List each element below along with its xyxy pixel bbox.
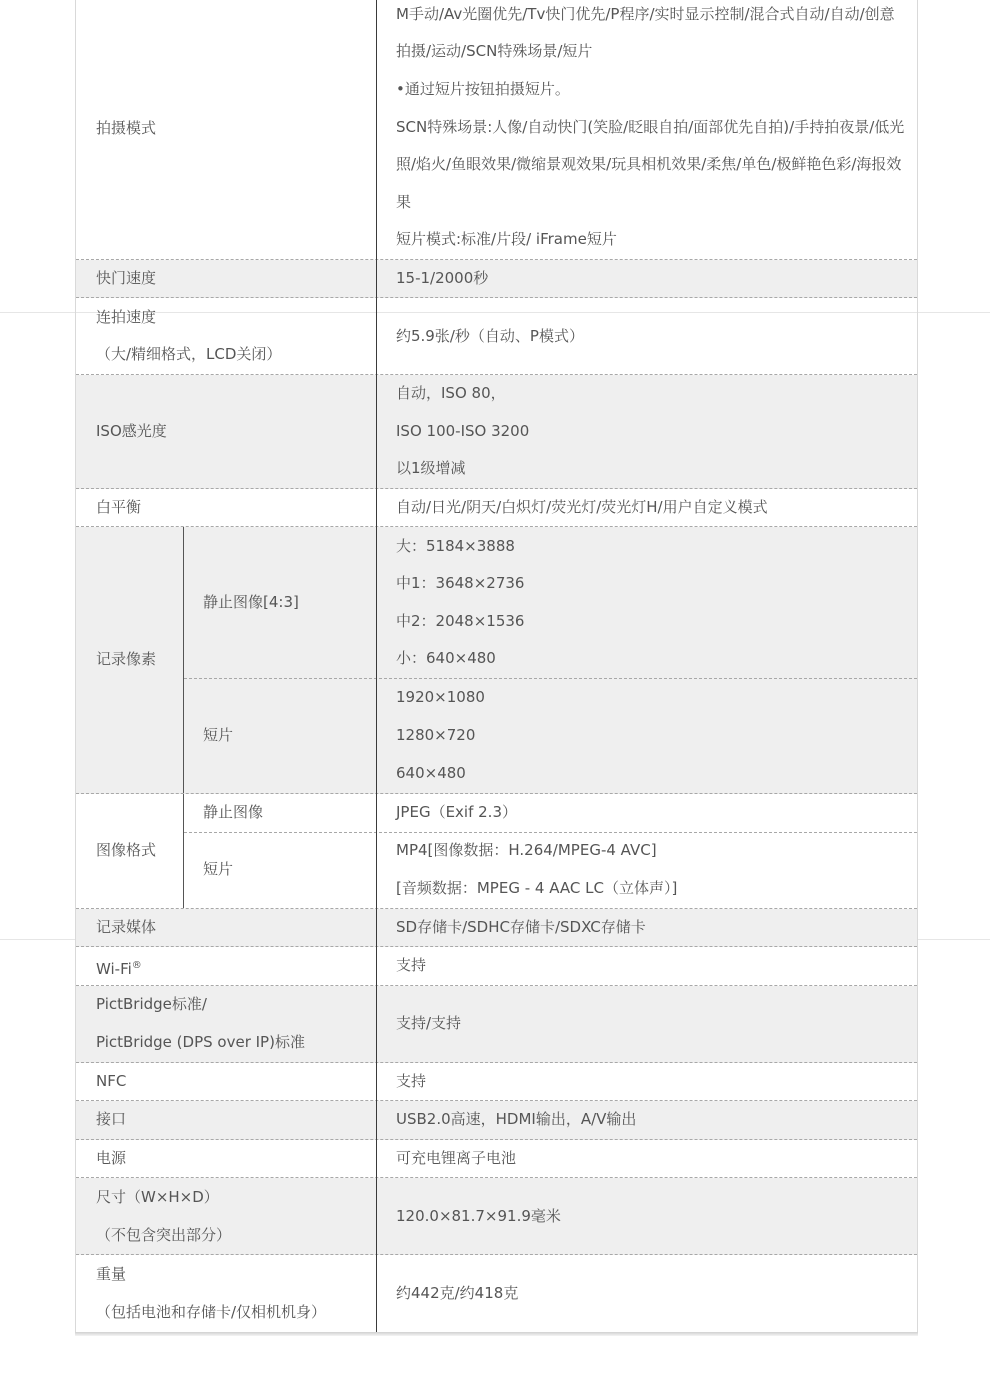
spec-table	[75, 0, 918, 1332]
row-value: 自动，ISO 80，	[396, 384, 506, 402]
row-label: （大/精细格式，LCD关闭）	[96, 345, 282, 363]
row-value: 1280×720	[396, 726, 476, 744]
row-label: 记录媒体	[96, 918, 157, 936]
row-value: 可充电锂离子电池	[396, 1149, 517, 1167]
row-label: Wi-Fi®	[96, 960, 142, 978]
row-value: 大：5184×3888	[396, 537, 515, 555]
sub-row-label: 短片	[203, 726, 234, 744]
row-value: 以1级增减	[396, 459, 466, 477]
table-row	[76, 489, 917, 527]
row-value: 1920×1080	[396, 688, 485, 706]
row-label: （不包含突出部分）	[96, 1226, 232, 1244]
table-row	[76, 298, 917, 375]
row-value: M手动/Av光圈优先/Tv快门优先/P程序/实时显示控制/混合式自动/自动/创意	[396, 5, 895, 23]
row-value: [音频数据：MPEG - 4 AAC LC（立体声）]	[396, 879, 678, 897]
row-value: 中2：2048×1536	[396, 612, 525, 630]
row-label: 接口	[96, 1110, 127, 1128]
table-row	[76, 375, 917, 489]
row-value: 15-1/2000秒	[396, 269, 489, 287]
row-label: 尺寸（W×H×D）	[96, 1188, 219, 1206]
row-value: 拍摄/运动/SCN特殊场景/短片	[396, 42, 593, 60]
row-value: 约5.9张/秒（自动、P模式）	[396, 327, 584, 345]
row-label: 图像格式	[96, 841, 157, 859]
table-row	[76, 0, 917, 260]
row-value: 照/焰火/鱼眼效果/微缩景观效果/玩具相机效果/柔焦/单色/极鲜艳色彩/海报效	[396, 155, 902, 173]
row-value: JPEG（Exif 2.3）	[396, 803, 517, 821]
sub-row-label: 静止图像[4:3]	[203, 593, 299, 611]
table-row	[76, 1101, 917, 1140]
row-label: 重量	[96, 1265, 127, 1283]
table-row	[76, 1063, 917, 1101]
column-divider	[376, 0, 377, 1332]
row-value: SCN特殊场景:人像/自动快门(笑脸/眨眼自拍/面部优先自拍)/手持拍夜景/低光	[396, 118, 905, 136]
registered-mark: ®	[131, 960, 142, 971]
row-value: 120.0×81.7×91.9毫米	[396, 1207, 561, 1225]
row-label: 记录像素	[96, 650, 157, 668]
row-label: （包括电池和存储卡/仅相机机身）	[96, 1303, 327, 1321]
row-value: ISO 100-ISO 3200	[396, 422, 530, 440]
table-row	[76, 527, 917, 794]
table-row	[76, 260, 917, 298]
column-divider	[183, 527, 184, 793]
sub-row-label: 静止图像	[203, 803, 264, 821]
row-value: SD存储卡/SDHC存储卡/SDXC存储卡	[396, 918, 646, 936]
row-value: 短片模式:标准/片段/ iFrame短片	[396, 230, 617, 248]
row-label: 连拍速度	[96, 308, 157, 326]
table-row	[76, 1255, 917, 1332]
sub-row-label: 短片	[203, 860, 234, 878]
row-value: 小：640×480	[396, 649, 496, 667]
sub-row-divider	[184, 678, 917, 679]
row-label: 拍摄模式	[96, 119, 157, 137]
row-value: 支持	[396, 956, 427, 974]
row-label: PictBridge标准/	[96, 995, 207, 1013]
row-value: 自动/日光/阴天/白炽灯/荧光灯/荧光灯H/用户自定义模式	[396, 498, 768, 516]
row-value: •通过短片按钮拍摄短片。	[396, 80, 570, 98]
row-value: 支持	[396, 1072, 427, 1090]
table-row	[76, 909, 917, 947]
row-label: 快门速度	[96, 269, 157, 287]
table-row	[76, 1178, 917, 1255]
column-divider	[183, 794, 184, 908]
row-value: 支持/支持	[396, 1014, 462, 1032]
row-value: 640×480	[396, 764, 466, 782]
table-row	[76, 947, 917, 986]
row-value: 果	[396, 193, 412, 211]
row-value: 约442克/约418克	[396, 1284, 519, 1302]
row-label: NFC	[96, 1072, 127, 1090]
row-label: 白平衡	[96, 498, 142, 516]
table-row	[76, 794, 917, 909]
table-bottom-shadow	[75, 1332, 918, 1336]
table-row	[76, 986, 917, 1063]
row-value: MP4[图像数据：H.264/MPEG-4 AVC]	[396, 841, 657, 859]
table-row	[76, 1140, 917, 1178]
row-label: 电源	[96, 1149, 127, 1167]
row-value: USB2.0高速，HDMI输出，A/V输出	[396, 1110, 637, 1128]
row-value: 中1：3648×2736	[396, 574, 525, 592]
row-label: PictBridge (DPS over IP)标准	[96, 1033, 305, 1051]
row-label: ISO感光度	[96, 422, 167, 440]
